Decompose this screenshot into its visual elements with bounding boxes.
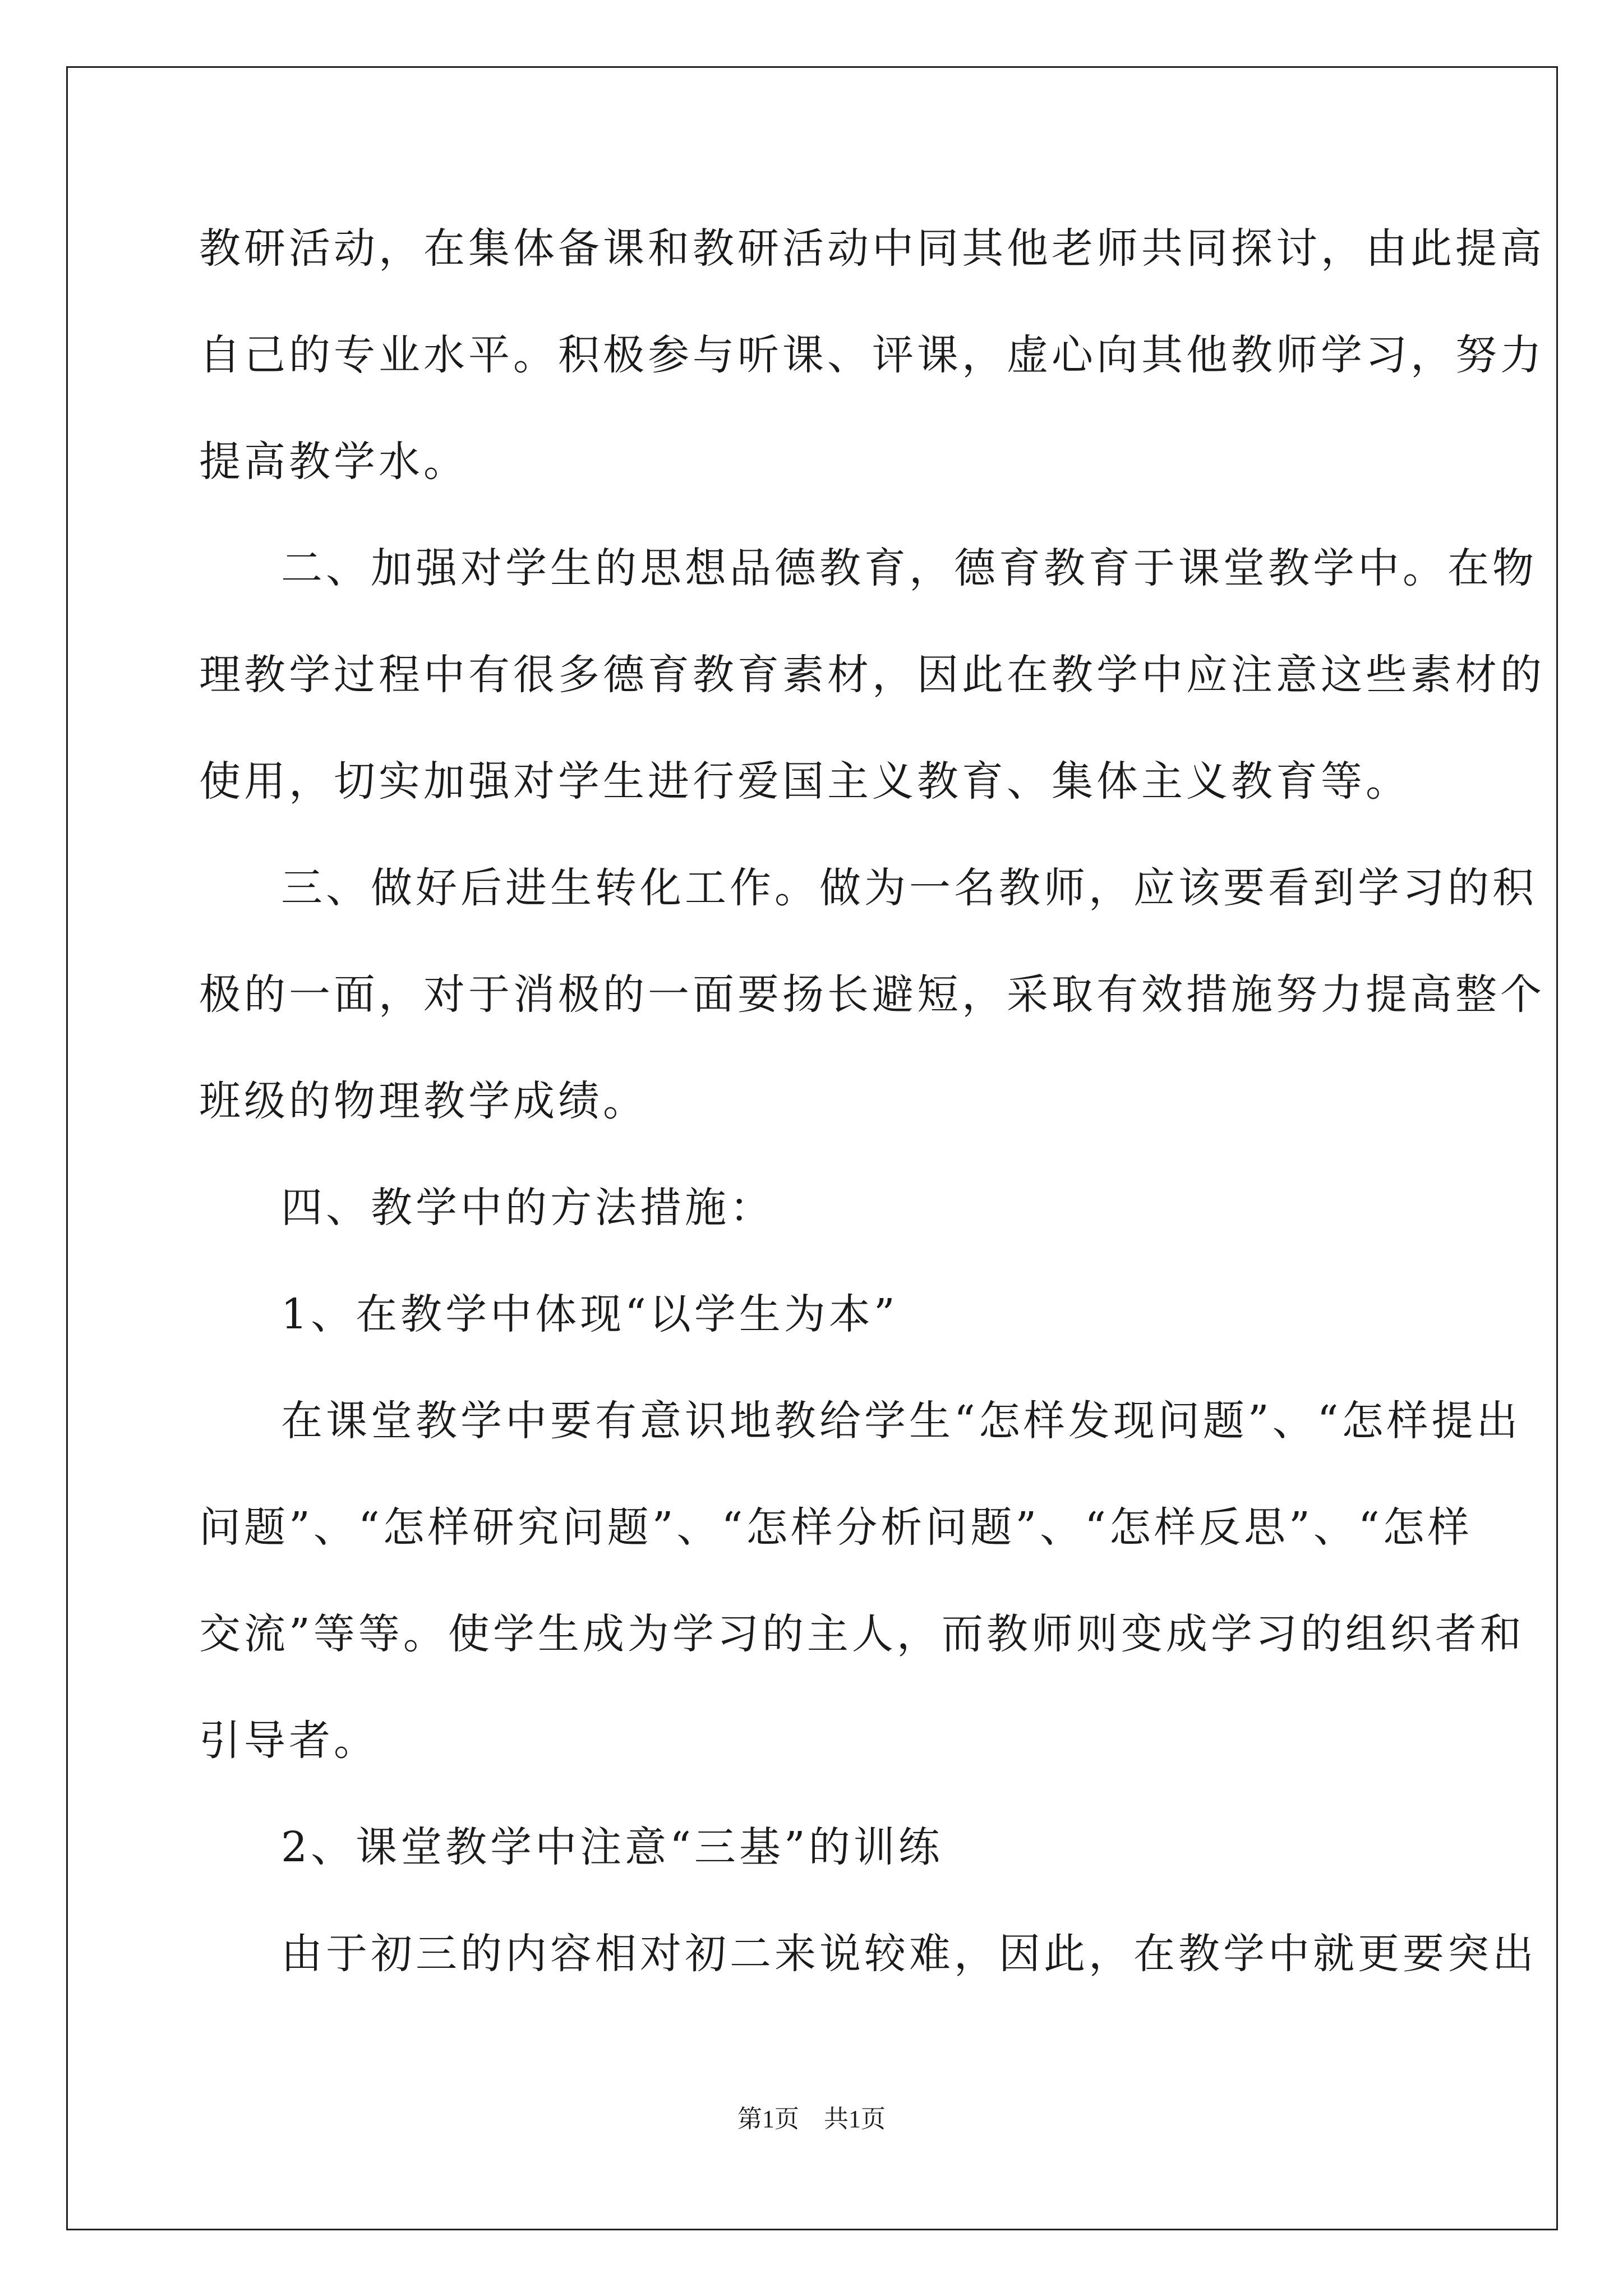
text-line: 使用，切实加强对学生进行爱国主义教育、集体主义教育等。 bbox=[199, 757, 1410, 806]
text-line: 问题”、“怎样研究问题”、“怎样分析问题”、“怎样反思”、“怎样 bbox=[199, 1503, 1473, 1552]
text-line: 极的一面，对于消极的一面要扬长避短，采取有效措施努力提高整个 bbox=[199, 970, 1545, 1019]
text-line: 交流”等等。使学生成为学习的主人，而教师则变成学习的组织者和 bbox=[199, 1610, 1525, 1658]
text-line: 引导者。 bbox=[199, 1717, 379, 1765]
page-border bbox=[66, 66, 1558, 2230]
subsection-heading: 1、在教学中体现“以学生为本” bbox=[281, 1290, 898, 1338]
text-line: 自己的专业水平。积极参与听课、评课，虚心向其他教师学习，努力 bbox=[199, 331, 1545, 379]
subsection-heading: 2、课堂教学中注意“三基”的训练 bbox=[281, 1823, 943, 1871]
text-line: 教研活动，在集体备课和教研活动中同其他老师共同探讨，由此提高 bbox=[199, 224, 1545, 273]
text-line: 理教学过程中有很多德育教育素材，因此在教学中应注意这些素材的 bbox=[199, 651, 1545, 699]
paragraph-start-line: 在课堂教学中要有意识地教给学生“怎样发现问题”、“怎样提出 bbox=[281, 1397, 1521, 1445]
section-heading: 四、教学中的方法措施： bbox=[281, 1184, 774, 1232]
page-number-footer: 第1页 共1页 bbox=[737, 2105, 886, 2133]
text-line: 班级的物理教学成绩。 bbox=[199, 1077, 648, 1125]
paragraph-start-line: 三、做好后进生转化工作。做为一名教师，应该要看到学习的积 bbox=[281, 864, 1537, 912]
paragraph-start-line: 二、加强对学生的思想品德教育，德育教育于课堂教学中。在物 bbox=[281, 544, 1537, 592]
paragraph-start-line: 由于初三的内容相对初二来说较难，因此，在教学中就更要突出 bbox=[281, 1930, 1537, 1978]
text-line: 提高教学水。 bbox=[199, 438, 468, 486]
